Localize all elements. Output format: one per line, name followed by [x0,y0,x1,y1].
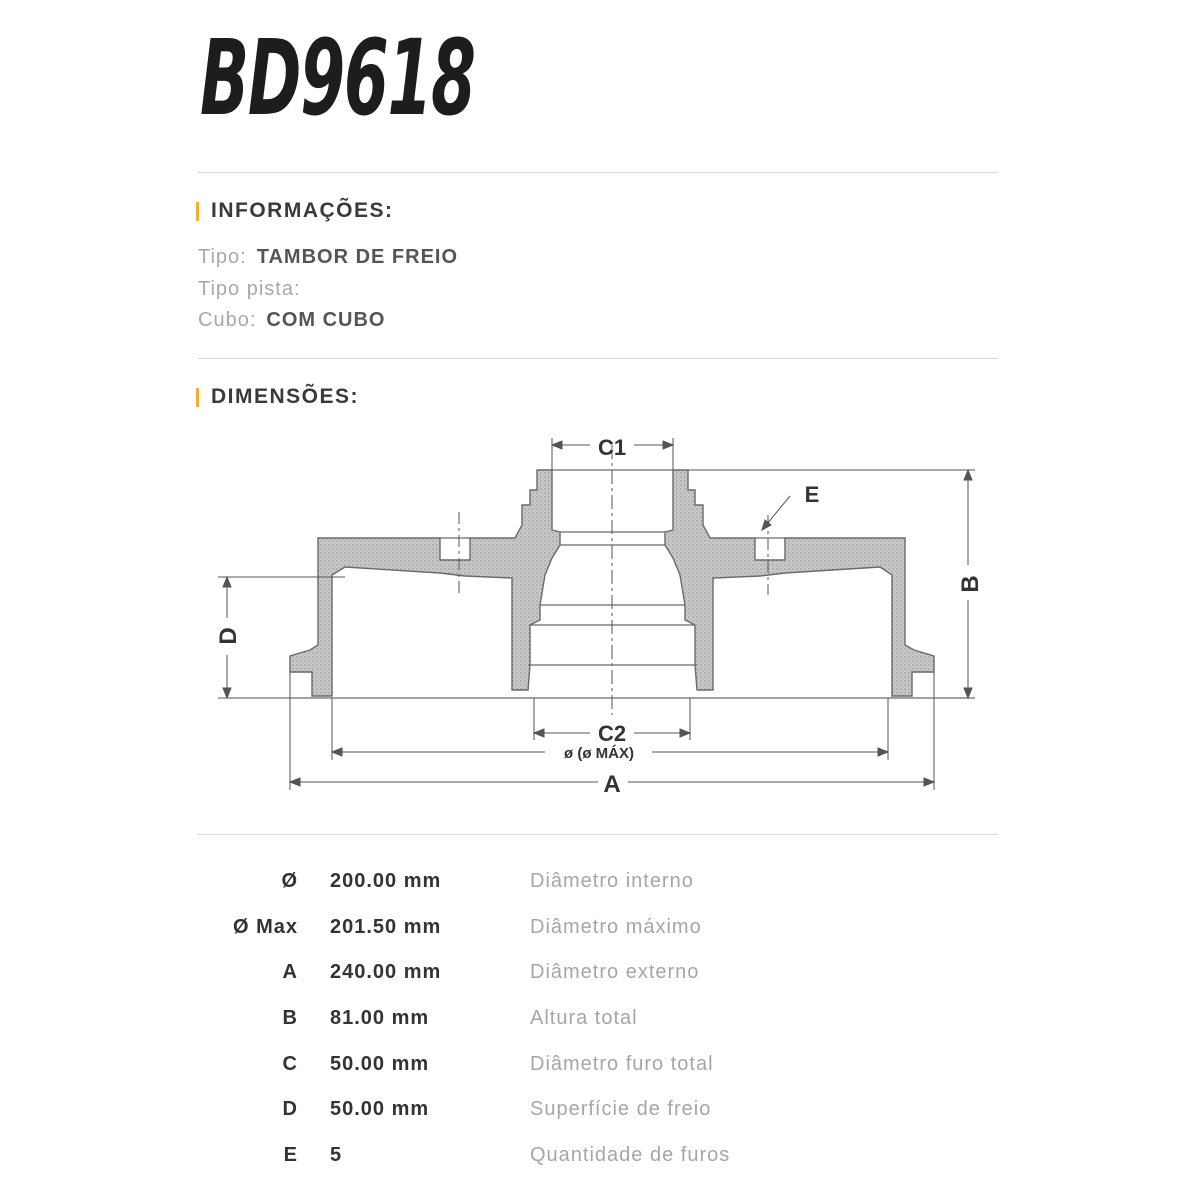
accent-bar [196,388,199,407]
label-d: D [215,627,242,645]
info-label: Tipo: [198,246,247,268]
dimension-value: 50.00 mm [330,1053,430,1075]
dimension-row [198,1053,998,1083]
product-code: BD9618 [200,17,475,139]
brake-drum-diagram [195,420,1015,810]
info-row-tipo-pista [198,276,311,302]
drum-section-left [290,470,560,696]
dimension-row [198,1098,998,1128]
dimension-description: Superfície de freio [530,1098,712,1120]
divider-bottom [198,834,998,835]
divider-middle [198,358,998,359]
drum-section-right [665,470,934,696]
dims-heading-text: DIMENSÕES: [211,385,360,408]
info-label: Tipo pista: [198,278,301,300]
dimension-symbol: E [283,1144,298,1166]
info-label: Cubo: [198,309,257,331]
dimension-symbol: C [282,1053,298,1075]
info-value: TAMBOR DE FREIO [256,246,459,268]
dimension-symbol: A [282,961,298,983]
dimension-symbol: B [282,1007,298,1029]
info-heading-text: INFORMAÇÕES: [211,199,394,222]
dimension-description: Diâmetro interno [530,870,694,892]
dimension-description: Diâmetro máximo [530,916,702,938]
info-value: COM CUBO [266,309,386,331]
dimension-value: 81.00 mm [330,1007,430,1029]
label-b: B [957,575,984,593]
dimension-description: Diâmetro externo [530,961,700,983]
dimension-description: Diâmetro furo total [530,1053,714,1075]
dimension-symbol: Ø Max [232,916,298,938]
info-row-cubo [198,307,385,333]
dimension-row [198,870,998,900]
label-e: E [804,482,820,507]
label-diameter: ø (ø MÁX) [564,745,634,762]
label-c1: C1 [597,435,627,460]
dimension-row [198,1007,998,1037]
label-c2: C2 [597,721,627,746]
info-row-tipo [198,244,458,270]
dimension-value: 240.00 mm [330,961,442,983]
dimension-row [198,1144,998,1174]
dimension-row [198,916,998,946]
label-a: A [603,771,621,798]
dims-heading [196,385,359,409]
dimension-row [198,961,998,991]
info-heading [196,199,394,223]
dimension-description: Quantidade de furos [530,1144,731,1166]
dimension-value: 201.50 mm [330,916,442,938]
accent-bar [196,202,199,221]
dimension-value: 200.00 mm [330,870,442,892]
dimension-value: 50.00 mm [330,1098,430,1120]
divider-top [198,172,998,173]
dimension-value: 5 [330,1144,343,1166]
dimension-description: Altura total [530,1007,638,1029]
dimension-symbol: D [282,1098,298,1120]
dimension-symbol: Ø [281,870,298,892]
